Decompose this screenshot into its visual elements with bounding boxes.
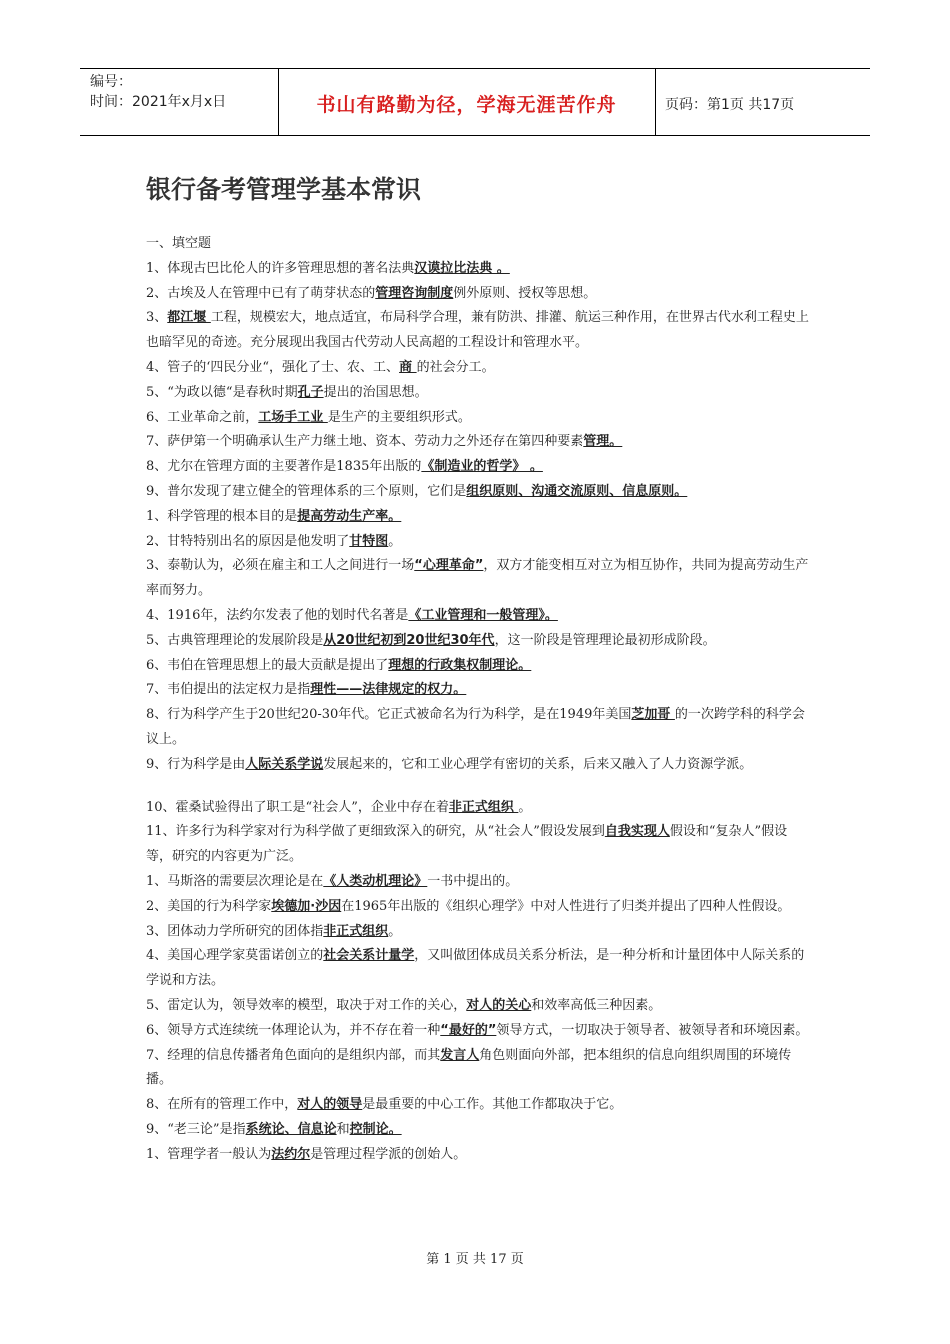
question-text: 8、尤尔在管理方面的主要著作是1835年出版的 [146, 459, 422, 475]
question-line [146, 554, 812, 604]
question-text: 4、1916年，法约尔发表了他的划时代名著是 [146, 607, 409, 623]
question-text: 9、行为科学是由 [146, 756, 246, 772]
question-text: 3、 [146, 310, 168, 326]
question-text: 7、萨伊第一个明确承认生产力继土地、资本、劳动力之外还存在第四种要素 [146, 434, 584, 450]
answer-text: “心理革命” [414, 558, 484, 574]
question-text: 。 [388, 533, 402, 549]
question-line [146, 629, 812, 654]
question-line [146, 1118, 812, 1143]
answer-text: 控制论。 [349, 1121, 402, 1137]
question-text: 。 [518, 799, 532, 815]
answer-text: 发言人 [440, 1047, 480, 1063]
question-line [146, 796, 812, 821]
question-text: 5、古典管理理论的发展阶段是 [146, 632, 324, 648]
question-text: 是生产的主要组织形式。 [327, 409, 471, 425]
answer-text: 社会关系计量学 [323, 948, 415, 964]
question-line [146, 232, 812, 257]
question-text: 7、韦伯提出的法定权力是指 [146, 682, 311, 698]
question-line [146, 381, 812, 406]
question-line [146, 820, 812, 870]
question-line [146, 505, 812, 530]
question-text: 。 [388, 923, 402, 939]
question-line [146, 678, 812, 703]
question-line [146, 306, 812, 356]
header-divider [655, 68, 656, 136]
question-text: 在1965年出版的《组织心理学》中对人性进行了归类并提出了四种人性假设。 [341, 898, 791, 914]
answer-text: 从20世纪初到20世纪30年代 [323, 632, 495, 648]
answer-text: 人际关系学说 [245, 756, 324, 772]
header-top-rule [80, 68, 870, 69]
answer-text: 管理。 [583, 434, 623, 450]
question-text: 和 [336, 1121, 350, 1137]
answer-text: 商 [399, 359, 417, 375]
question-text: 2、古埃及人在管理中已有了萌芽状态的 [146, 285, 376, 301]
question-text: 4、管子的‘四民分业“，强化了士、农、工、 [146, 359, 400, 375]
answer-text: 非正式组织 [448, 799, 519, 815]
header-bottom-rule [80, 135, 870, 136]
answer-text: 组织原则、沟通交流原则、信息原则。 [466, 483, 688, 499]
document-title: 银行备考管理学基本常识 [146, 175, 422, 204]
answer-text: 芝加哥 [631, 707, 675, 723]
question-text: 工程，规模宏大，地点适宜，布局科学合理，兼有防洪、排灌、航运三种作用，在世界古代水利工程史上也暗罕见的奇迹。充分展现出我国古代劳动人民高超的工程设计和管理水平。 [146, 310, 809, 351]
question-text: 2、美国的行为科学家 [146, 898, 272, 914]
question-text: 3、泰勒认为，必须在雇主和工人之间进行一场 [146, 558, 415, 574]
question-line [146, 282, 812, 307]
question-text: 发展起来的，它和工业心理学有密切的关系，后来又融入了人力资源学派。 [323, 756, 753, 772]
question-text: 是最重要的中心工作。其他工作都取决于它。 [362, 1097, 623, 1113]
question-line [146, 870, 812, 895]
question-text: ，又叫做团体成员关系分析法，是一种分析和计量团体中人际关系的学说和方法。 [146, 948, 805, 989]
question-line [146, 455, 812, 480]
question-text: 11、许多行为科学家对行为科学做了更细致深入的研究，从“社会人”假设发展到 [146, 824, 605, 840]
question-text: 1、马斯洛的需要层次理论是在 [146, 873, 324, 889]
question-text: 和效率高低三种因素。 [531, 997, 662, 1013]
answer-text: 都江堰 [167, 310, 211, 326]
question-text: 4、美国心理学家莫雷诺创立的 [146, 948, 324, 964]
question-text: ，这一阶段是管理理论最初形成阶段。 [494, 632, 716, 648]
answer-text: 《制造业的哲学》 。 [421, 459, 543, 475]
page-footer: 第 1 页 共 17 页 [426, 1252, 524, 1267]
question-text: 1、管理学者一般认为 [146, 1146, 272, 1162]
answer-text: 甘特图 [349, 533, 389, 549]
question-line [146, 1044, 812, 1094]
answer-text: 非正式组织 [323, 923, 389, 939]
question-line [146, 406, 812, 431]
question-text: 6、韦伯在管理思想上的最大贡献是提出了 [146, 657, 389, 673]
question-text: 6、领导方式连续统一体理论认为，并不存在着一种 [146, 1022, 441, 1038]
question-text: 1、体现古巴比伦人的许多管理思想的著名法典 [146, 260, 415, 276]
question-text: 一书中提出的。 [427, 873, 519, 889]
answer-text: 对人的领导 [297, 1097, 363, 1113]
question-text: 角色则面向外部，把本组织的信息向组织周围的环境传播。 [146, 1047, 792, 1088]
question-text: 8、行为科学产生于20世纪20-30年代。它正式被命名为行为科学，是在1949年美国 [146, 707, 632, 723]
question-line [146, 530, 812, 555]
question-line [146, 920, 812, 945]
question-line [146, 480, 812, 505]
question-text: 是管理过程学派的创始人。 [310, 1146, 467, 1162]
question-text: 提出的治国思想。 [323, 384, 428, 400]
question-text: 8、在所有的管理工作中， [146, 1097, 298, 1113]
answer-text: 系统论、信息论 [245, 1121, 337, 1137]
answer-text: 法约尔 [271, 1146, 311, 1162]
question-line [146, 994, 812, 1019]
answer-text: 理性——法律规定的权力。 [310, 682, 467, 698]
answer-text: 孔子 [297, 384, 324, 400]
question-text: 5、雷定认为，领导效率的模型，取决于对工作的关心， [146, 997, 467, 1013]
header-meta [90, 72, 226, 112]
question-line [146, 944, 812, 994]
question-text: 5、“为政以德“是春秋时期 [146, 384, 298, 400]
question-text: 2、甘特特别出名的原因是他发明了 [146, 533, 350, 549]
question-line [146, 257, 812, 282]
document-body [146, 232, 812, 1167]
question-line [146, 1019, 812, 1044]
question-text: 一、填空题 [146, 236, 212, 251]
page-header [80, 68, 870, 136]
question-line [146, 753, 812, 778]
answer-text: 提高劳动生产率。 [297, 508, 402, 524]
question-line [146, 654, 812, 679]
answer-text: “最好的” [440, 1022, 497, 1038]
answer-text: 对人的关心 [466, 997, 532, 1013]
answer-text: 《人类动机理论》 [323, 873, 428, 889]
question-text: 9、“老三论”是指 [146, 1121, 246, 1137]
question-text: 6、工业革命之前， [146, 409, 259, 425]
answer-text: 管理咨询制度 [375, 285, 454, 301]
question-line [146, 1143, 812, 1168]
answer-text: 《工业管理和一般管理》。 [408, 607, 558, 623]
answer-text: 工场手工业 [258, 409, 328, 425]
page-info: 页码：第1页 共17页 [665, 97, 795, 113]
question-line [146, 703, 812, 753]
question-line [146, 1093, 812, 1118]
question-text: 领导方式，一切取决于领导者、被领导者和环境因素。 [496, 1022, 809, 1038]
number-label: 编号： [90, 74, 132, 90]
question-line [146, 604, 812, 629]
question-line [146, 895, 812, 920]
question-line [146, 356, 812, 381]
question-text: 10、霍桑试验得出了职工是“社会人”，企业中存在着 [146, 799, 449, 815]
question-text: 例外原则、授权等思想。 [453, 285, 597, 301]
question-text: 1、科学管理的根本目的是 [146, 508, 298, 524]
question-text: 9、普尔发现了建立健全的管理体系的三个原则，它们是 [146, 483, 467, 499]
answer-text: 理想的行政集权制理论。 [388, 657, 532, 673]
answer-text: 汉谟拉比法典 。 [414, 260, 510, 276]
question-text: 假设和“复杂人”假设等，研究的内容更为广泛。 [146, 824, 788, 865]
question-text: ，双方才能变相互对立为相互协作，共同为提高劳动生产率而努力。 [146, 558, 809, 599]
question-text: 的社会分工。 [416, 359, 495, 375]
question-text: 3、团体动力学所研究的团体指 [146, 923, 324, 939]
blank-line [146, 778, 812, 796]
time-label: 时间：2021年x月x日 [90, 94, 227, 110]
question-line [146, 430, 812, 455]
question-text: 的一次跨学科的科学会议上。 [146, 707, 805, 747]
answer-text: 自我实现人 [604, 824, 670, 840]
answer-text: 埃德加·沙因 [271, 898, 342, 914]
header-motto: 书山有路勤为径，学海无涯苦作舟 [316, 94, 617, 116]
question-text: 7、经理的信息传播者角色面向的是组织内部，而其 [146, 1047, 441, 1063]
